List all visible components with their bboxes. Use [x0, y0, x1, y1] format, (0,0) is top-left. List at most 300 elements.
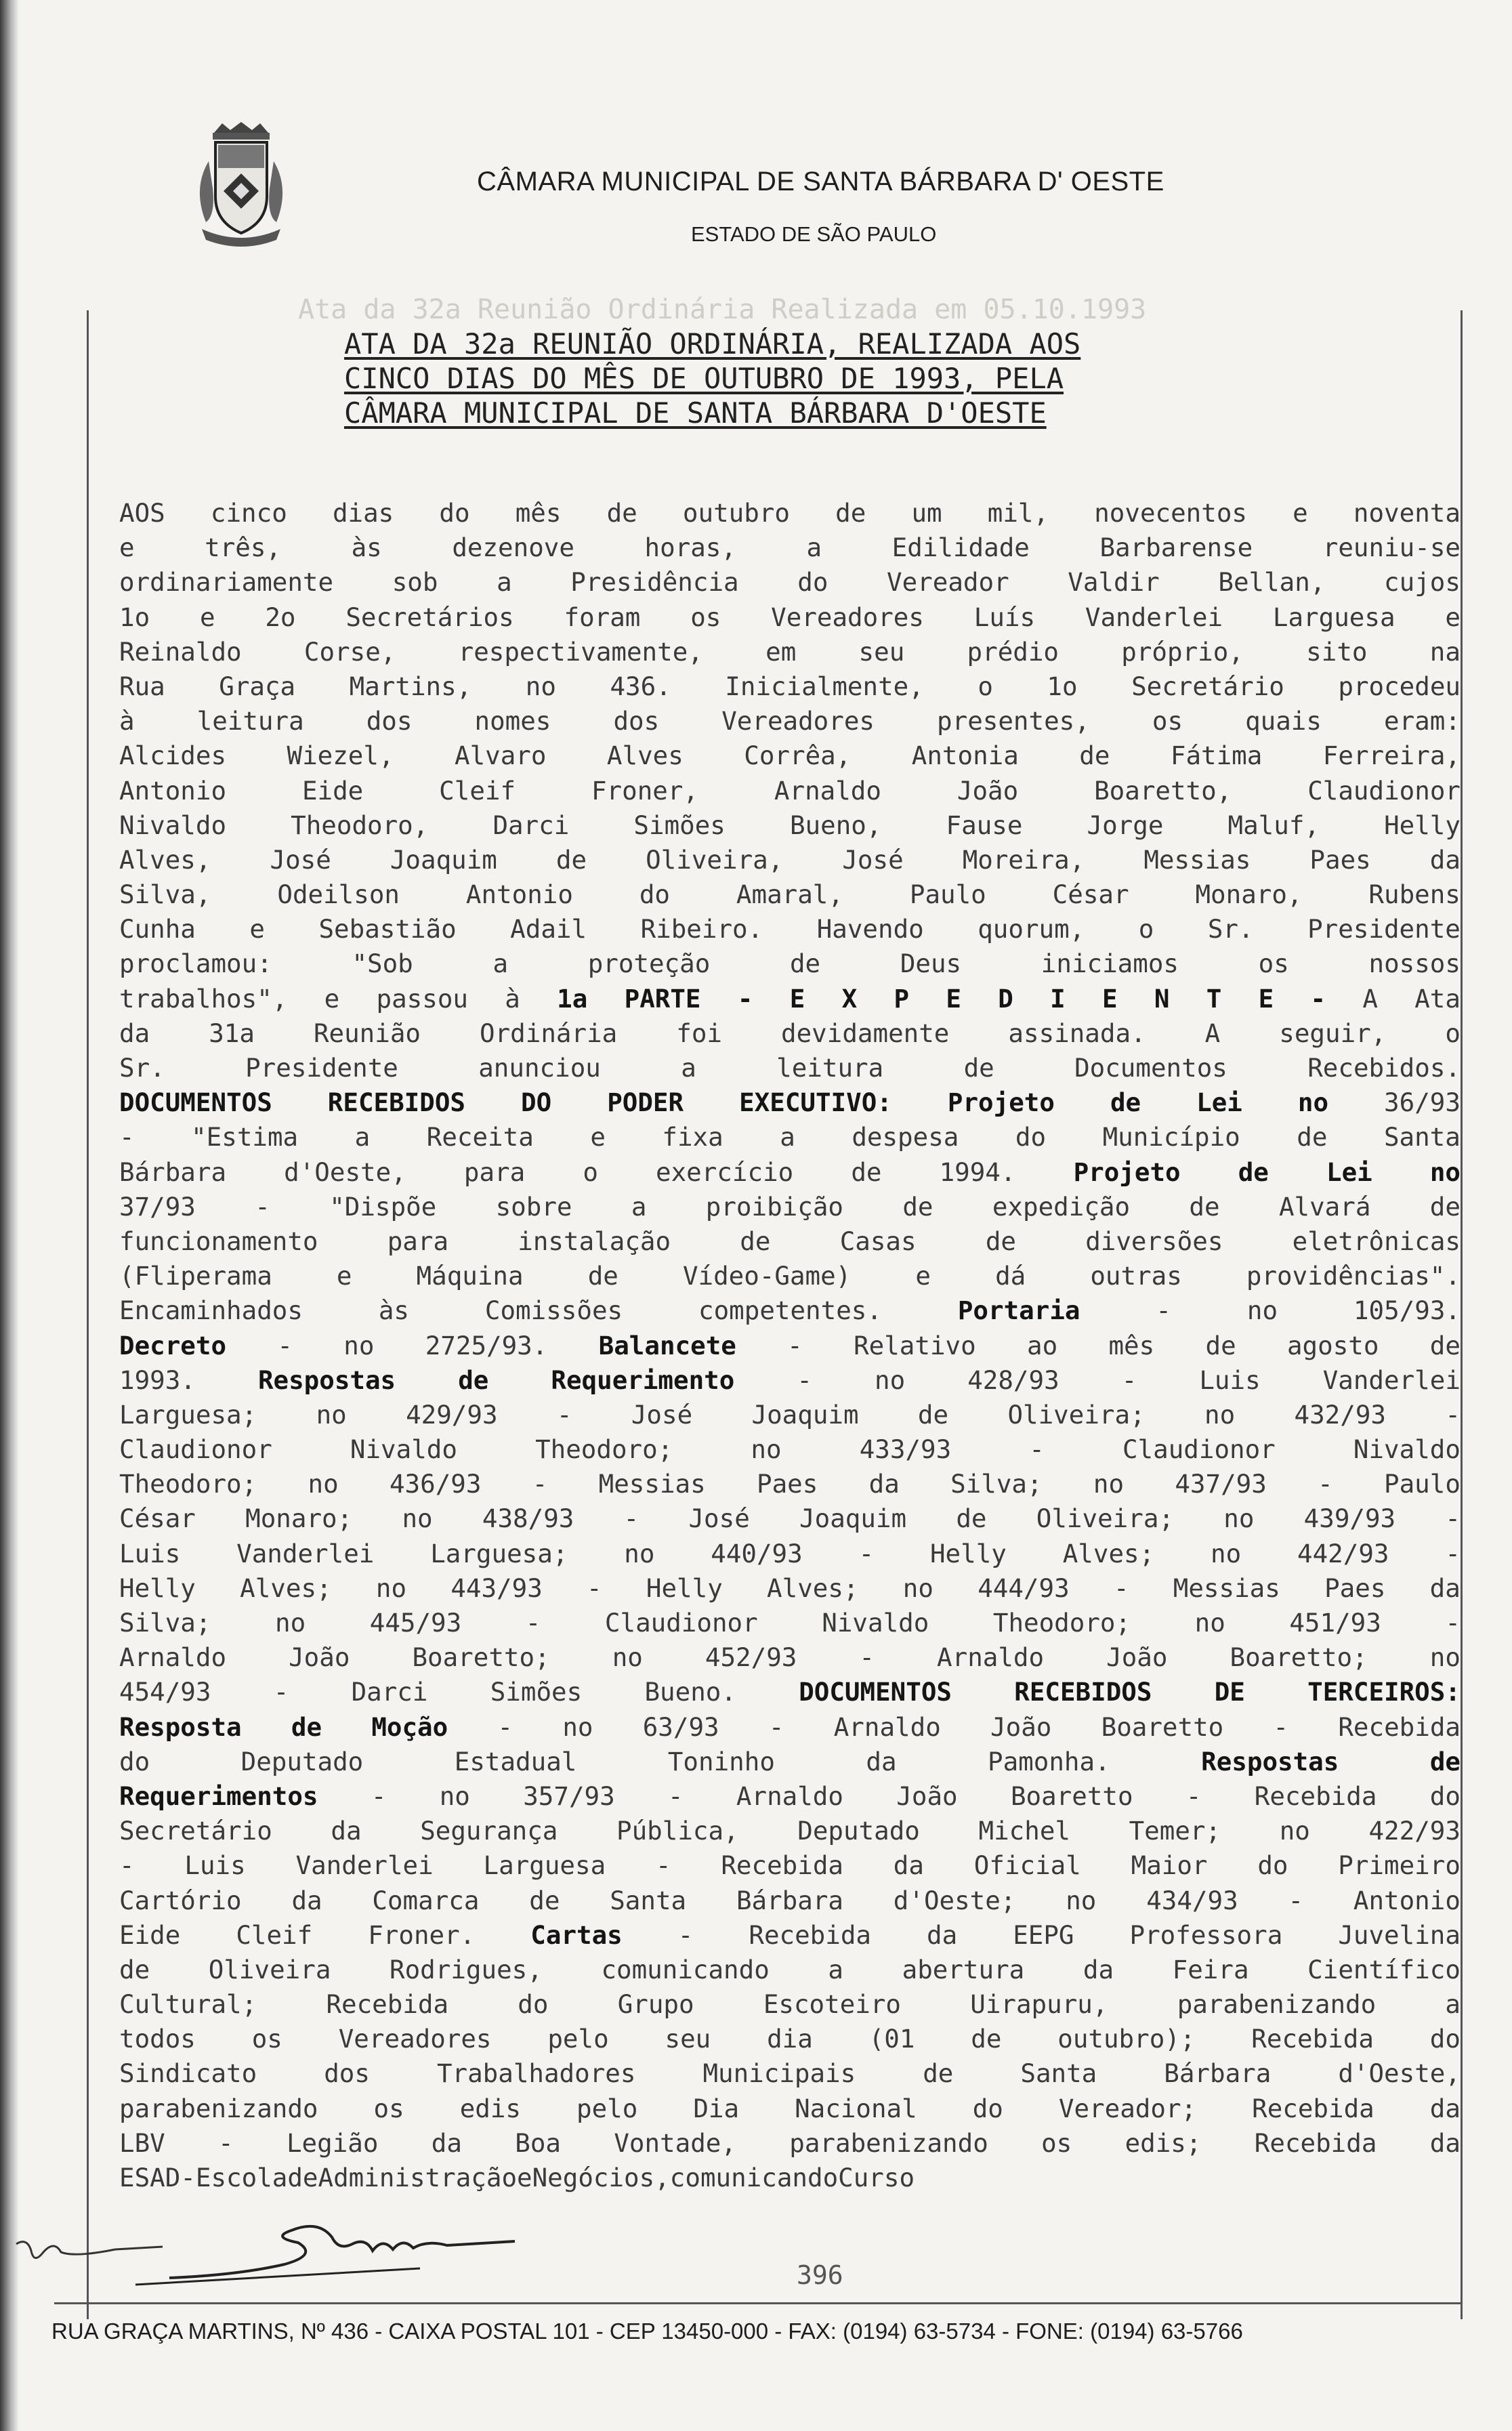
body-word: Martins,: [349, 671, 472, 701]
municipal-coat-of-arms-icon: [188, 121, 294, 249]
body-line: [119, 531, 1461, 565]
body-word: e: [336, 1261, 352, 1291]
body-word: o: [1138, 914, 1154, 944]
body-word: AOS: [119, 498, 165, 528]
body-word: Presidente: [245, 1053, 398, 1083]
body-word: 439/93: [1303, 1503, 1396, 1534]
left-margin-rule: [87, 310, 89, 2319]
body-word: passou: [376, 983, 468, 1014]
body-word: Balancete: [598, 1330, 736, 1360]
body-word: Alves;: [767, 1573, 859, 1603]
body-word: procedeu: [1338, 671, 1461, 701]
body-word: PARTE: [624, 983, 701, 1014]
body-word: -: [1318, 1469, 1333, 1499]
body-word: Reunião: [313, 1018, 421, 1048]
body-word: de: [740, 1226, 771, 1256]
body-line: [119, 1051, 1461, 1085]
body-word: da: [893, 1850, 924, 1881]
body-word: Escoteiro: [763, 1989, 902, 2020]
body-word: José: [270, 844, 331, 875]
body-word: 428/93: [967, 1365, 1059, 1395]
minutes-body: [119, 496, 1461, 2195]
body-word: o: [1445, 1018, 1461, 1048]
body-word: Oliveira: [208, 1954, 331, 1985]
body-word: João: [957, 775, 1019, 806]
body-word: 422/93: [1368, 1816, 1461, 1846]
body-word: 429/93: [406, 1399, 498, 1430]
body-word: Alvaro: [455, 741, 547, 771]
body-word: do: [972, 2093, 1003, 2123]
body-word: -: [277, 1330, 293, 1360]
body-word: Legião: [286, 2127, 379, 2158]
body-word: do: [1429, 2024, 1461, 2054]
body-word: Monaro;: [245, 1503, 353, 1534]
body-word: -: [1185, 1781, 1202, 1811]
body-word: despesa: [852, 1122, 959, 1152]
body-word: e: [249, 914, 265, 944]
body-word: Cleif: [236, 1919, 313, 1950]
body-word: 1a: [557, 983, 588, 1014]
body-word: nomes: [474, 706, 551, 736]
body-word: RECEBIDOS: [327, 1087, 465, 1118]
body-word: de: [1297, 1122, 1328, 1152]
body-word: dezenove: [452, 533, 574, 563]
body-word: Reinaldo: [119, 636, 242, 667]
body-word: Darci: [492, 810, 570, 840]
body-word: 31a: [209, 1018, 255, 1048]
body-line: [119, 1293, 1461, 1328]
body-word: dá: [995, 1261, 1026, 1291]
body-word: -: [1029, 1434, 1045, 1465]
body-word: "Dispõe: [329, 1191, 437, 1222]
body-word: foram: [564, 602, 641, 632]
body-word: -: [1445, 1608, 1461, 1638]
body-word: agosto: [1286, 1330, 1379, 1360]
body-line: [119, 1918, 1461, 1953]
body-line: [119, 1814, 1461, 1848]
body-word: Boa: [515, 2127, 561, 2158]
body-word: Secretários: [345, 602, 514, 632]
body-word: Portaria: [957, 1295, 1080, 1326]
body-line: [119, 2056, 1461, 2091]
body-word: Sindicato: [119, 2058, 257, 2089]
body-word: -: [371, 1781, 387, 1811]
body-word: P: [894, 983, 910, 1014]
body-word: de: [1429, 1746, 1461, 1776]
body-word: Boaretto,: [1094, 775, 1232, 806]
body-word: Receita: [426, 1122, 534, 1152]
body-word: Cartas: [530, 1919, 623, 1950]
body-word: da: [1429, 1573, 1461, 1603]
body-word: Luis: [1199, 1365, 1261, 1395]
body-word: dias: [332, 498, 394, 528]
body-line: [119, 739, 1461, 773]
body-word: 2o: [265, 602, 296, 632]
body-word: cinco: [210, 498, 287, 528]
body-line: [119, 1259, 1461, 1293]
body-word: 436.: [610, 671, 671, 701]
body-word: 432/93: [1294, 1399, 1386, 1430]
body-word: DOCUMENTOS: [119, 1087, 272, 1118]
body-word: -: [1113, 1573, 1129, 1603]
body-word: de: [1110, 1087, 1141, 1118]
body-word: -: [1445, 1399, 1461, 1430]
body-word: Alves;: [240, 1573, 332, 1603]
body-word: Lei: [1196, 1087, 1242, 1118]
body-word: ESAD: [119, 2163, 181, 2193]
body-word: e: [324, 983, 340, 1014]
body-word: DOCUMENTOS: [799, 1677, 952, 1707]
body-word: dia: [767, 2024, 813, 2054]
body-word: Santa: [1383, 1122, 1461, 1152]
body-word: nossos: [1368, 949, 1461, 979]
body-word: cujos: [1384, 567, 1461, 598]
body-word: Dia: [693, 2093, 740, 2123]
body-word: ordinariamente: [119, 567, 334, 598]
body-word: trabalhos",: [119, 983, 288, 1014]
bleed-through-text: Ata da 32a Reunião Ordinária Realizada em 05.10.1993: [298, 294, 1147, 325]
body-line: [119, 1501, 1461, 1536]
body-word: Barbarense: [1099, 533, 1253, 563]
body-line: [119, 1016, 1461, 1051]
body-word: Recebida: [749, 1919, 871, 1950]
body-word: Claudionor: [1307, 775, 1461, 806]
body-word: TERCEIROS:: [1307, 1677, 1461, 1707]
body-word: Paes: [757, 1469, 818, 1499]
body-word: DE: [1214, 1677, 1245, 1707]
body-word: Documentos: [1074, 1053, 1227, 1083]
body-word: anunciou: [478, 1053, 601, 1083]
body-word: Messias: [1173, 1573, 1280, 1603]
body-word: Município: [1102, 1122, 1240, 1152]
body-line: [119, 912, 1461, 947]
body-line: [119, 982, 1461, 1016]
body-word: Recebida: [1254, 1781, 1377, 1811]
page-number: 396: [797, 2260, 843, 2290]
body-word: Recebidos.: [1307, 1053, 1461, 1083]
body-word: Oliveira;: [1007, 1399, 1146, 1430]
body-word: Ribeiro.: [640, 914, 763, 944]
body-word: proibição: [705, 1191, 843, 1222]
body-word: a: [681, 1053, 696, 1083]
body-word: -: [556, 1399, 572, 1430]
body-word: Vontade,: [614, 2127, 736, 2158]
body-word: João: [990, 1711, 1052, 1742]
body-word: no: [1246, 1295, 1278, 1326]
body-word: comunicando: [669, 2163, 839, 2193]
body-word: 63/93: [642, 1711, 719, 1742]
body-word: no: [343, 1330, 375, 1360]
body-word: a: [497, 567, 512, 598]
body-word: Rubens: [1368, 879, 1461, 910]
document-title: [344, 327, 1080, 430]
body-word: seu: [665, 2024, 711, 2054]
body-word: de: [458, 1365, 489, 1395]
body-word: Graça: [219, 671, 296, 701]
body-word: 454/93: [119, 1677, 211, 1707]
body-word: Fause: [946, 810, 1023, 840]
body-word: Estadual: [454, 1746, 577, 1776]
title-line: ATA DA 32a REUNIÃO ORDINÁRIA, REALIZADA AOS: [344, 327, 1081, 360]
body-word: Theodoro;: [992, 1608, 1131, 1638]
body-word: 1o: [1047, 671, 1078, 701]
body-word: de: [923, 2058, 954, 2089]
body-word: Decreto: [119, 1330, 227, 1360]
body-word: Theodoro,: [291, 810, 429, 840]
body-word: Projeto: [1073, 1157, 1181, 1187]
body-word: leitura: [196, 706, 304, 736]
body-word: de: [119, 1954, 150, 1985]
body-line: [119, 808, 1461, 843]
body-line: [119, 843, 1461, 877]
body-word: Rua: [119, 671, 165, 701]
body-line: [119, 1432, 1461, 1467]
body-word: Recebida: [326, 1989, 449, 2020]
body-word: 357/93: [523, 1781, 615, 1811]
body-word: para: [387, 1226, 449, 1256]
body-word: outras: [1090, 1261, 1182, 1291]
body-word: da: [927, 1919, 958, 1950]
body-word: Recebida: [1338, 1711, 1461, 1742]
body-word: do: [639, 879, 671, 910]
body-word: -: [273, 1677, 289, 1707]
body-word: sob: [392, 567, 438, 598]
body-word: Primeiro: [1338, 1850, 1461, 1881]
body-word: Administração: [318, 2163, 518, 2193]
body-word: Claudionor: [119, 1434, 272, 1465]
body-word: no: [275, 1608, 306, 1638]
body-word: Uirapuru,: [970, 1989, 1108, 2020]
body-word: Relativo: [854, 1330, 976, 1360]
body-word: Larguesa;: [430, 1538, 568, 1568]
body-word: Comissões: [484, 1295, 623, 1326]
body-word: Máquina: [416, 1261, 524, 1291]
body-word: Ata: [1414, 983, 1461, 1014]
body-word: Antonio: [1353, 1885, 1461, 1915]
body-word: -: [1445, 1503, 1461, 1534]
body-word: Nivaldo: [350, 1434, 457, 1465]
body-word: outubro);: [1057, 2024, 1196, 2054]
body-word: Curso: [838, 2163, 915, 2193]
body-line: [119, 1745, 1461, 1779]
body-word: Bárbara: [736, 1885, 843, 1915]
body-line: [119, 1224, 1461, 1259]
body-word: e: [590, 1122, 606, 1152]
body-word: Grupo: [617, 1989, 694, 2020]
body-word: a: [828, 1954, 843, 1985]
body-word: Negócios,: [532, 2163, 670, 2193]
body-word: Darci: [351, 1677, 428, 1707]
body-word: Antonio: [119, 775, 227, 806]
body-word: Helly: [646, 1573, 723, 1603]
body-word: e: [517, 2163, 532, 2193]
body-word: -: [532, 1469, 548, 1499]
body-word: Ferreira,: [1322, 741, 1461, 771]
body-word: do: [119, 1746, 150, 1776]
body-word: foi: [676, 1018, 722, 1048]
body-word: presentes,: [937, 706, 1090, 736]
body-word: de: [606, 498, 637, 528]
body-word: Corrêa,: [744, 741, 852, 771]
body-line: [119, 1779, 1461, 1814]
body-word: I: [1050, 983, 1066, 1014]
scan-edge-shadow: [0, 0, 19, 2431]
body-word: de: [985, 1226, 1016, 1256]
body-word: -: [587, 1573, 602, 1603]
body-word: Arnaldo: [774, 775, 881, 806]
body-word: de: [963, 1053, 994, 1083]
title-line: CINCO DIAS DO MÊS DE OUTUBRO DE 1993, PELA: [344, 362, 1064, 395]
body-word: Silva;: [119, 1608, 211, 1638]
body-word: de: [902, 1191, 933, 1222]
body-line: [119, 1537, 1461, 1571]
body-word: de: [1429, 1330, 1461, 1360]
body-word: 1994.: [939, 1157, 1016, 1187]
body-word: Vereadores: [721, 706, 875, 736]
footer-address: RUA GRAÇA MARTINS, Nº 436 - CAIXA POSTAL 101 - CEP 13450-000 - FAX: (0194) 63-5734 - FONE: (0194) 63-5766: [51, 2319, 1243, 2344]
body-word: João: [1106, 1642, 1168, 1673]
body-word: Maior: [1131, 1850, 1208, 1881]
body-word: Alves: [606, 741, 684, 771]
body-word: 105/93.: [1353, 1295, 1461, 1326]
body-word: 2725/93.: [425, 1330, 548, 1360]
body-word: no: [1194, 1608, 1225, 1638]
body-word: de: [971, 2024, 1002, 2054]
body-word: A: [1362, 983, 1378, 1014]
body-word: Santa: [610, 1885, 687, 1915]
body-word: Paulo: [1384, 1469, 1461, 1499]
body-word: pelo: [576, 2093, 638, 2123]
body-line: [119, 1363, 1461, 1398]
body-word: de: [1079, 741, 1110, 771]
body-word: do: [797, 567, 828, 598]
body-word: e: [915, 1261, 931, 1291]
body-word: e: [1445, 602, 1461, 632]
body-word: a: [631, 1191, 647, 1222]
body-word: Claudionor: [1122, 1434, 1276, 1465]
body-word: no: [612, 1642, 643, 1673]
body-line: [119, 1571, 1461, 1606]
body-word: de: [1429, 1191, 1461, 1222]
body-word: E: [1101, 983, 1118, 1014]
body-line: [119, 947, 1461, 981]
body-word: Cartório: [119, 1885, 242, 1915]
body-word: -: [1156, 1295, 1171, 1326]
body-word: 433/93: [859, 1434, 952, 1465]
body-word: -: [1310, 983, 1326, 1014]
body-word: prédio: [967, 636, 1059, 667]
body-word: José: [631, 1399, 693, 1430]
body-word: proteção: [587, 949, 711, 979]
body-word: DO: [521, 1087, 552, 1118]
body-word: Nivaldo: [1353, 1434, 1461, 1465]
body-word: Sr.: [1207, 914, 1254, 944]
body-word: -: [623, 1503, 639, 1534]
body-word: João: [289, 1642, 350, 1673]
body-word: dos: [366, 706, 413, 736]
body-word: parabenizando: [1177, 1989, 1377, 2020]
body-word: d'Oeste,: [1338, 2058, 1461, 2089]
body-word: Professora: [1129, 1919, 1283, 1950]
body-line: [119, 1987, 1461, 2022]
body-word: Inicialmente,: [725, 671, 924, 701]
institution-state: ESTADO DE SÃO PAULO: [691, 222, 937, 246]
body-word: X: [841, 983, 858, 1014]
body-word: Luís: [973, 602, 1036, 632]
body-word: Resposta: [119, 1711, 242, 1742]
body-word: Requerimento: [551, 1365, 735, 1395]
body-word: da: [866, 1746, 897, 1776]
body-line: [119, 1155, 1461, 1190]
body-word: Cunha: [119, 914, 196, 944]
body-word: Larguesa: [483, 1850, 606, 1881]
body-word: Segurança: [420, 1816, 558, 1846]
body-word: quais: [1245, 706, 1322, 736]
body-word: expedição: [992, 1191, 1131, 1222]
body-word: Eide: [301, 775, 364, 806]
body-word: 434/93: [1146, 1885, 1238, 1915]
body-word: Recebida: [1251, 2024, 1374, 2054]
body-word: Vereador;: [1058, 2093, 1197, 2123]
body-word: Oliveira;: [1036, 1503, 1174, 1534]
body-word: 437/93: [1175, 1469, 1267, 1499]
body-word: competentes.: [698, 1295, 882, 1326]
body-word: da: [431, 2127, 462, 2158]
body-word: Bárbara: [1164, 2058, 1272, 2089]
body-word: dos: [324, 2058, 370, 2089]
body-word: Paulo: [909, 879, 986, 910]
body-word: seguir,: [1279, 1018, 1387, 1048]
body-word: funcionamento: [119, 1226, 318, 1256]
body-word: instalação: [518, 1226, 671, 1256]
body-word: Bárbara: [119, 1157, 227, 1187]
body-word: Wiezel,: [287, 741, 394, 771]
body-word: Nivaldo: [119, 810, 227, 840]
body-word: os: [373, 2093, 404, 2123]
body-word: a: [492, 949, 509, 979]
body-word: E: [789, 983, 805, 1014]
body-word: respectivamente,: [458, 636, 703, 667]
body-word: Juvelina: [1338, 1919, 1461, 1950]
body-word: -: [655, 1850, 671, 1881]
body-word: Arnaldo: [937, 1642, 1045, 1673]
body-word: no: [1297, 1087, 1329, 1118]
body-word: Municipais: [702, 2058, 856, 2089]
handwritten-signature-icon: [14, 2210, 528, 2291]
body-line: [119, 1190, 1461, 1224]
body-word: -: [1121, 1365, 1137, 1395]
body-word: -: [858, 1538, 875, 1568]
body-word: sobre: [495, 1191, 572, 1222]
body-word: sito: [1306, 636, 1368, 667]
body-word: da: [1429, 2093, 1461, 2123]
body-word: Vanderlei: [1322, 1365, 1461, 1395]
body-word: Lei: [1326, 1157, 1372, 1187]
body-line: [119, 1606, 1461, 1640]
body-word: -: [497, 1711, 513, 1742]
body-line: [119, 1884, 1461, 1918]
body-word: na: [1429, 636, 1461, 667]
body-line: [119, 635, 1461, 669]
body-word: -: [677, 1919, 694, 1950]
body-word: de: [789, 949, 821, 979]
body-word: outubro: [682, 498, 790, 528]
body-word: Deputado: [797, 1816, 920, 1846]
body-word: PODER: [607, 1087, 684, 1118]
body-word: LBV: [119, 2127, 165, 2158]
body-word: mês: [1108, 1330, 1155, 1360]
body-word: no: [1066, 1885, 1097, 1915]
